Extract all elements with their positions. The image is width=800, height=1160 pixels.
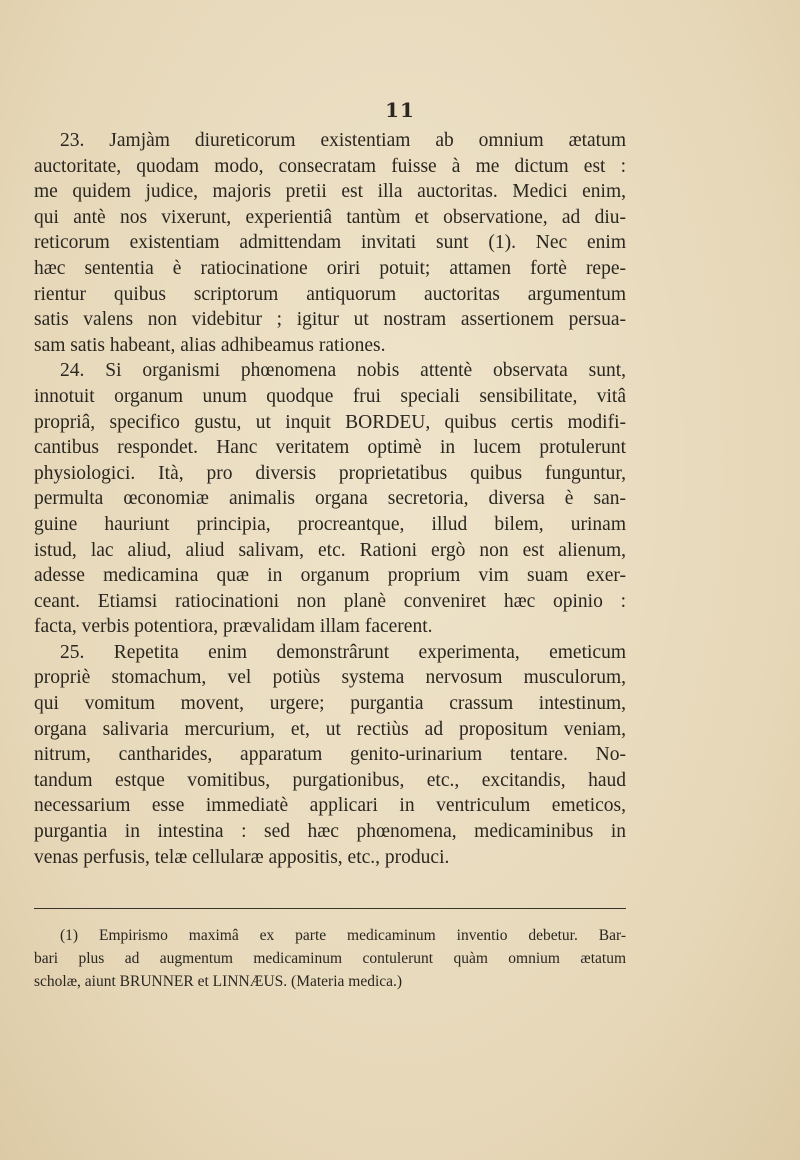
footnote: [34, 924, 626, 993]
text-line: propriè stomachum, vel potiùs systema nervosum musculorum,: [34, 667, 626, 689]
text-line: adesse medicamina quæ in organum proprium vim suam exer-: [34, 565, 626, 587]
text-line: permulta œconomiæ animalis organa secretoria, diversa è san-: [34, 488, 626, 510]
text-line: qui antè nos vixerunt, experientiâ tantùm et observatione, ad diu-: [34, 206, 626, 228]
text-line: reticorum existentiam admittendam invitati sunt (1). Nec enim: [34, 232, 626, 254]
text-line: qui vomitum movent, urgere; purgantia crassum intestinum,: [34, 693, 626, 715]
text-line: ceant. Etiamsi ratiocinationi non planè conveniret hæc opinio :: [34, 590, 626, 612]
footnote-line: bari plus ad augmentum medicaminum contulerunt quàm omnium ætatum: [34, 950, 626, 967]
text-line: innotuit organum unum quodque frui speciali sensibilitate, vitâ: [34, 385, 626, 407]
text-line: me quidem judice, majoris pretii est illa auctoritas. Medici enim,: [34, 181, 626, 203]
text-line: rientur quibus scriptorum antiquorum auctoritas argumentum: [34, 283, 626, 305]
text-line: hæc sententia è ratiocinatione oriri potuit; attamen fortè repe-: [34, 257, 626, 279]
page-number: 11: [385, 98, 415, 122]
text-line: guine hauriunt principia, procreantque, illud bilem, urinam: [34, 513, 626, 535]
text-line: auctoritate, quodam modo, consecratam fuisse à me dictum est :: [34, 155, 626, 177]
text-line: organa salivaria mercurium, et, ut rectiùs ad propositum veniam,: [34, 718, 626, 740]
text-line: satis valens non videbitur ; igitur ut nostram assertionem persua-: [34, 309, 626, 331]
body-text: [34, 128, 626, 870]
footnote-line: (1) Empirismo maximâ ex parte medicaminum inventio debetur. Bar-: [60, 927, 626, 944]
text-line: facta, verbis potentiora, prævalidam illam facerent.: [34, 616, 433, 638]
text-line: physiologici. Ità, pro diversis proprietatibus quibus funguntur,: [34, 462, 626, 484]
text-line: propriâ, specifico gustu, ut inquit BORDEU, quibus certis modifi-: [34, 411, 626, 433]
footnote-line: scholæ, aiunt BRUNNER et LINNÆUS. (Materia medica.): [34, 973, 403, 990]
text-line: sam satis habeant, alias adhibeamus rationes.: [34, 334, 386, 356]
text-line: istud, lac aliud, aliud salivam, etc. Rationi ergò non est alienum,: [34, 539, 626, 561]
text-line: tandum estque vomitibus, purgationibus, etc., excitandis, haud: [34, 769, 626, 791]
text-line: 25. Repetita enim demonstrârunt experimenta, emeticum: [60, 641, 626, 663]
text-line: 23. Jamjàm diureticorum existentiam ab omnium ætatum: [60, 130, 626, 151]
text-line: venas perfusis, telæ cellularæ appositis, etc., produci.: [34, 846, 450, 868]
text-line: 24. Si organismi phœnomena nobis attentè observata sunt,: [60, 360, 626, 382]
text-line: nitrum, cantharides, apparatum genito-urinarium tentare. No-: [34, 744, 626, 766]
footnote-separator: [34, 908, 626, 909]
text-line: necessarium esse immediatè applicari in ventriculum emeticos,: [34, 795, 626, 817]
text-line: cantibus respondet. Hanc veritatem optimè in lucem protulerunt: [34, 437, 626, 459]
text-line: purgantia in intestina : sed hæc phœnomena, medicaminibus in: [34, 821, 626, 843]
